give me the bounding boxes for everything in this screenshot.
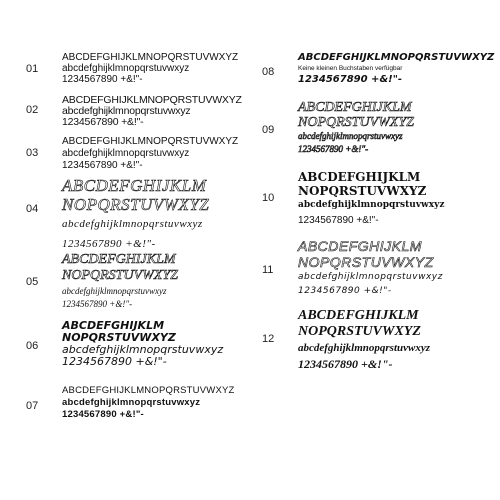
sample-uppercase: ABCDEFGHIJKLMNOPQRSTUVWXYZ bbox=[62, 136, 239, 147]
sample-lowercase: abcdefghijklmnopqrstuvwxyz bbox=[62, 286, 167, 296]
sample-uppercase-1: ABCDEFGHIJKLM bbox=[62, 176, 207, 195]
font-sample-10 bbox=[298, 170, 445, 228]
sample-uppercase-1: ABCDEFGHIJKLM bbox=[62, 319, 165, 332]
sample-lowercase: abcdefghijklmnopqrstuvwxyz bbox=[62, 148, 190, 159]
font-sample-01 bbox=[62, 52, 238, 85]
sample-uppercase-2: NOPQRSTUVWXYZ bbox=[62, 195, 210, 214]
sample-uppercase-1: ABCDEFGHIJKLM bbox=[298, 100, 412, 115]
sample-uppercase-2: NOPQRSTUVWXYZ bbox=[62, 331, 176, 344]
sample-uppercase-1: ABCDEFGHIJKLM bbox=[298, 170, 421, 184]
font-number-05: 05 bbox=[26, 276, 39, 288]
sample-numbers: 1234567890 +&!"- bbox=[298, 286, 392, 296]
font-sample-06 bbox=[62, 320, 223, 368]
sample-lowercase: abcdefghijklmnopqrstuvwxyz bbox=[298, 272, 443, 282]
sample-uppercase: ABCDEFGHIJKLMNOPQRSTUVWXYZ bbox=[62, 385, 235, 396]
sample-numbers: 1234567890 +&!"- bbox=[62, 238, 156, 250]
sample-uppercase-2: NOPQRSTUVWXYZ bbox=[298, 184, 427, 198]
sample-lowercase: abcdefghijklmnopqrstuvwxyz bbox=[62, 105, 191, 117]
sample-numbers: 1234567890 +&!"- bbox=[62, 74, 143, 85]
font-number-06: 06 bbox=[26, 340, 39, 352]
font-number-11: 11 bbox=[262, 264, 274, 276]
font-number-09: 09 bbox=[262, 124, 275, 136]
sample-uppercase: ABCDEFGHIJKLMNOPQRSTUVWXYZ bbox=[298, 52, 495, 63]
sample-uppercase-2: NOPQRSTUVWXYZ bbox=[298, 254, 434, 270]
sample-numbers: 1234567890 +&!"- bbox=[62, 299, 133, 309]
font-number-01: 01 bbox=[26, 63, 39, 75]
sample-uppercase: ABCDEFGHIJKLMNOPQRSTUVWXYZ bbox=[62, 94, 242, 106]
font-number-12: 12 bbox=[262, 333, 275, 345]
sample-uppercase-2: NOPQRSTUVWXYZ bbox=[298, 324, 421, 339]
sample-lowercase: abcdefghijklmnopqrstuvwxyz bbox=[298, 200, 445, 210]
font-sample-03 bbox=[62, 136, 238, 172]
sample-note: Keine kleinen Buchstaben verfügbar bbox=[298, 65, 403, 72]
sample-uppercase: ABCDEFGHIJKLMNOPQRSTUVWXYZ bbox=[62, 52, 239, 63]
sample-numbers: 1234567890 +&!"- bbox=[62, 409, 144, 420]
sample-lowercase: abcdefghijklmnopqrstuvwxyz bbox=[62, 397, 201, 408]
font-sample-12 bbox=[298, 308, 430, 372]
font-sample-04 bbox=[62, 176, 209, 254]
font-number-04: 04 bbox=[26, 203, 39, 215]
font-number-10: 10 bbox=[262, 192, 275, 204]
sample-numbers: 1234567890 +&!"- bbox=[298, 215, 379, 226]
sample-uppercase-1: ABCDEFGHIJKLM bbox=[298, 238, 422, 254]
sample-lowercase: abcdefghijklmnopqrstuvwxyz bbox=[62, 218, 203, 230]
sample-numbers: 1234567890 +&!"- bbox=[298, 357, 393, 371]
font-sample-05 bbox=[62, 252, 178, 310]
sample-numbers: 1234567890 +&!"- bbox=[62, 160, 143, 171]
font-number-03: 03 bbox=[26, 147, 39, 159]
sample-numbers: 1234567890 +&!"- bbox=[298, 74, 403, 85]
sample-numbers: 1234567890 +&!"- bbox=[62, 355, 167, 368]
sample-numbers: 1234567890 +&!"- bbox=[62, 116, 144, 128]
sample-lowercase: abcdefghijklmnopqrstuvwxyz bbox=[298, 131, 403, 141]
font-sample-09 bbox=[298, 100, 414, 156]
font-number-07: 07 bbox=[26, 400, 39, 412]
font-sample-02 bbox=[62, 95, 242, 128]
sample-lowercase: abcdefghijklmnopqrstuvwxyz bbox=[298, 342, 431, 354]
sample-uppercase-2: NOPQRSTUVWXYZ bbox=[62, 268, 178, 283]
font-number-02: 02 bbox=[26, 104, 39, 116]
sample-uppercase-2: NOPQRSTUVWXYZ bbox=[298, 115, 414, 130]
font-sample-08 bbox=[298, 52, 494, 87]
font-number-08: 08 bbox=[262, 66, 275, 78]
font-sample-11 bbox=[298, 238, 443, 298]
font-sample-07 bbox=[62, 385, 235, 421]
sample-lowercase: abcdefghijklmnopqrstuvwxyz bbox=[62, 343, 224, 356]
sample-lowercase: abcdefghijklmnopqrstuvwxyz bbox=[62, 63, 190, 74]
sample-numbers: 1234567890 +&!"- bbox=[298, 144, 369, 154]
sample-uppercase-1: ABCDEFGHIJKLM bbox=[298, 308, 419, 323]
sample-uppercase-1: ABCDEFGHIJKLM bbox=[62, 252, 176, 267]
